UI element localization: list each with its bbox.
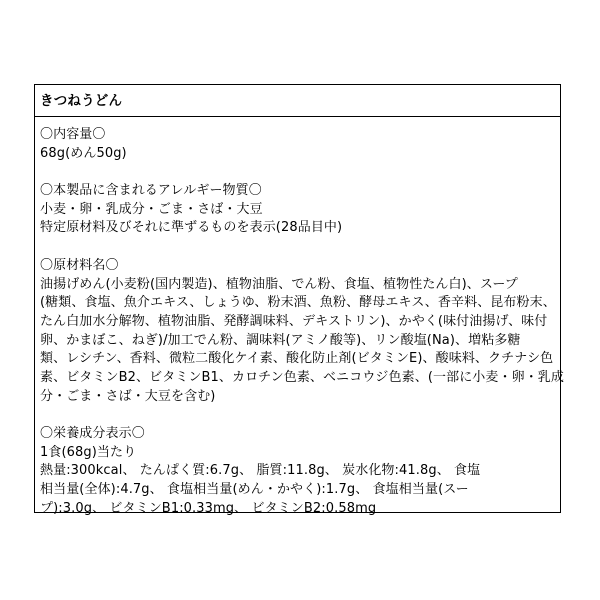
spacer <box>40 406 552 425</box>
allergens-note: 特定原材料及びそれに準ずるものを表示(28品目中) <box>40 220 343 236</box>
ingredients-line: 類、レシチン、香料、微粒二酸化ケイ素、酸化防止剤(ビタミンE)、酸味料、クチナシ色 <box>40 351 554 367</box>
content-amount-heading: 〇内容量〇 <box>40 127 106 142</box>
product-label-box <box>34 84 565 516</box>
spacer <box>40 238 552 257</box>
content-amount-value: 68g(めん50g) <box>40 145 127 161</box>
nutrition-line: 相当量(全体):4.7g、 食塩相当量(めん・かやく):1.7g、 食塩相当量(スー <box>40 482 469 498</box>
ingredients-line: 卵、かまぼこ、ねぎ)/加工でん粉、調味料(アミノ酸等)、リン酸塩(Na)、増粘多糖 <box>40 332 521 348</box>
nutrition-line: 熱量:300kcal、 たんぱく質:6.7g、 脂質:11.8g、 炭水化物:41.8g、 食塩 <box>40 463 481 479</box>
ingredients-line: 油揚げめん(小麦粉(国内製造)、植物油脂、でん粉、食塩、植物性たん白)、スープ <box>40 276 518 292</box>
spacer <box>40 163 552 182</box>
ingredients-line: 素、ビタミンB2、ビタミンB1、カロチン色素、ベニコウジ色素、(一部に小麦・卵・乳成 <box>40 369 565 385</box>
nutrition-serving: 1食(68g)当たり <box>40 444 137 460</box>
label-body <box>35 117 565 518</box>
allergens-list: 小麦・卵・乳成分・ごま・さば・大豆 <box>40 201 263 217</box>
ingredients-line: 分・ごま・さば・大豆を含む) <box>40 388 216 404</box>
ingredients-line: たん白加水分解物、植物油脂、発酵調味料、デキストリン)、かやく(味付油揚げ、味付 <box>40 313 548 329</box>
nutrition-line: プ):3.0g、 ビタミンB1:0.33mg、 ビタミンB2:0.58mg <box>40 500 377 516</box>
product-title: きつねうどん <box>35 85 560 117</box>
ingredients-line: (糖類、食塩、魚介エキス、しょうゆ、粉末酒、魚粉、酵母エキス、香辛料、昆布粉末、 <box>40 295 556 311</box>
ingredients-heading: 〇原材料名〇 <box>40 257 119 273</box>
nutrition-heading: 〇栄養成分表示〇 <box>40 426 145 441</box>
allergens-heading: 〇本製品に含まれるアレルギー物質〇 <box>40 183 262 199</box>
